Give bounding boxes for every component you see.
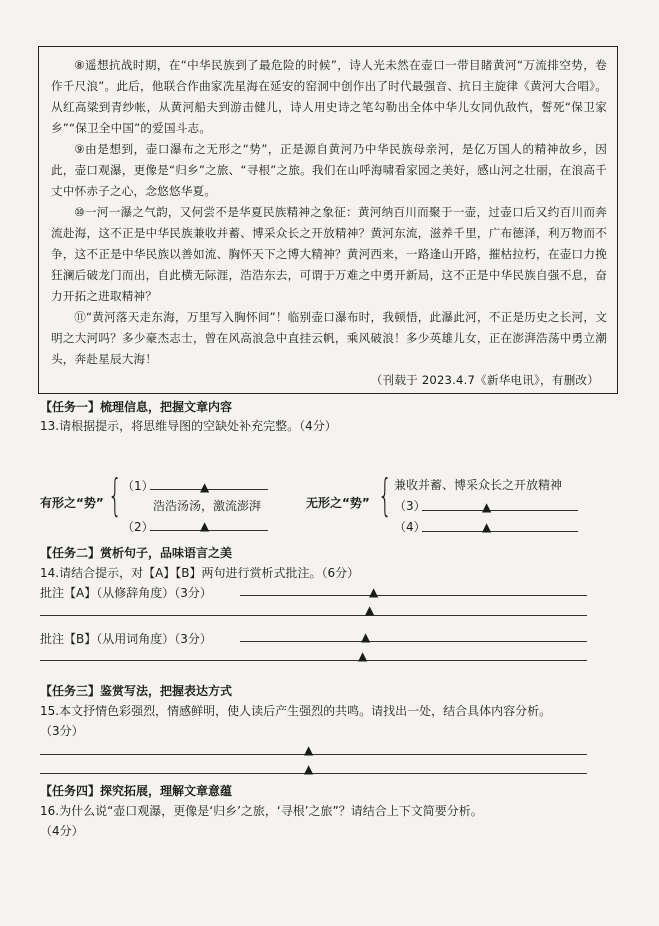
answer-line-a2[interactable] — [40, 615, 587, 616]
paragraph-9: ⑨由是想到，壶口瀑布之无形之“势”，正是源自黄河乃中华民族母亲河，是亿万国人的精神故乡，因此，壶口观瀑，更像是“归乡”之旅、“寻根”之旅。我们在山呼海啸看家园之美好，感山河之壮丽，在浪高千丈中怀赤子之心，念悠悠华夏。 — [51, 142, 607, 198]
answer-line-b2[interactable] — [40, 660, 587, 661]
note-b-label: 批注【B】（从用词角度）（3分） — [40, 632, 212, 646]
left-brace: { — [108, 470, 122, 521]
question-13: 13.请根据提示，将思维导图的空缺处补充完整。（4分） — [40, 419, 337, 433]
answer-mark-a2: ▲ — [365, 603, 375, 617]
task3-title: 【任务三】鉴赏写法，把握表达方式 — [40, 684, 233, 698]
source-credit: （刊载于 2023.4.7《新华电讯》，有删改） — [370, 373, 599, 387]
question-16-line1: 16.为什么说“壶口观瀑，更像是‘归乡’之旅，‘寻根’之旅”？请结合上下文简要分析。 — [40, 804, 483, 818]
answer-line-15a[interactable] — [40, 754, 587, 755]
answer-mark-15b: ▲ — [304, 762, 314, 776]
answer-line-b1[interactable] — [240, 641, 587, 642]
task1-title: 【任务一】梳理信息，把握文章内容 — [40, 400, 233, 414]
answer-mark-b2: ▲ — [358, 649, 368, 663]
right-label: 无形之“势” — [306, 496, 370, 510]
question-14: 14.请结合提示，对【A】【B】两句进行赏析式批注。（6分） — [40, 566, 360, 580]
answer-mark-b1: ▲ — [361, 630, 371, 644]
right-item4: （4） — [394, 520, 426, 534]
right-item3: （3） — [394, 499, 426, 513]
answer-line-3[interactable] — [422, 510, 578, 511]
task2-title: 【任务二】赏析句子，品味语言之美 — [40, 546, 233, 560]
answer-line-4[interactable] — [422, 531, 578, 532]
left-middle: 浩浩汤汤，激流澎湃 — [153, 499, 262, 513]
answer-mark-3: ▲ — [482, 500, 492, 514]
paragraph-8: ⑧遥想抗战时期，在“中华民族到了最危险的时候”，诗人光未然在壶口一带目睹黄河“万流排空势，卷作千尺浪”。此后，他联合作曲家冼星海在延安的窑洞中创作出了时代最强音、抗日主旋律《黄河大合唱》。从红高粱到青纱帐，从黄河船夫到游击健儿，诗人用史诗之笔勾勒出全体中华儿女同仇敌忾，誓死“保卫家乡”“保卫全中国”的爱国斗志。 — [51, 58, 607, 135]
task4-title: 【任务四】探究拓展，理解文章意蕴 — [40, 784, 233, 798]
answer-line-a1[interactable] — [240, 595, 587, 596]
question-15-line2: （3分） — [40, 724, 84, 738]
answer-mark-4: ▲ — [482, 520, 492, 534]
answer-mark-1: ▲ — [200, 480, 210, 494]
right-brace: { — [378, 470, 392, 521]
right-top: 兼收并蓄、博采众长之开放精神 — [394, 478, 563, 492]
left-item2: （2） — [122, 520, 154, 534]
left-item1: （1） — [122, 479, 154, 493]
left-label: 有形之“势” — [40, 496, 104, 510]
paragraph-10: ⑩一河一瀑之气韵，又何尝不是华夏民族精神之象征：黄河纳百川而聚于一壶，过壶口后又约百川而奔流赴海，这不正是中华民族兼收并蓄、博采众长之开放精神？黄河东流，滋养千里，广布德泽，利万物而不争，这不正是中华民族以善如流、胸怀天下之博大精神？黄河西来，一路逢山开路，摧枯拉朽，在壶口力挽狂澜后破龙门而出，自此横无际涯，浩浩东去，可谓于万难之中勇开新局，这不正是中华民族自强不息，奋力开拓之进取精神？ — [51, 205, 607, 303]
answer-mark-2: ▲ — [200, 519, 210, 533]
answer-line-15b[interactable] — [40, 773, 587, 774]
question-16-line2: （4分） — [40, 824, 84, 838]
note-a-label: 批注【A】（从修辞角度）（3分） — [40, 586, 212, 600]
passage-box — [38, 46, 618, 394]
paragraph-11: ⑪“黄河落天走东海，万里写入胸怀间”！临别壶口瀑布时，我顿悟，此瀑此河，不正是历史之长河，文明之大河吗？多少豪杰志士，曾在风高浪急中直挂云帆，乘风破浪！多少英雄儿女，正在澎湃浩荡中勇立潮头，奔赴星辰大海！ — [51, 310, 607, 366]
answer-mark-a1: ▲ — [369, 585, 379, 599]
answer-mark-15a: ▲ — [304, 743, 314, 757]
question-15-line1: 15.本文抒情色彩强烈，情感鲜明，使人读后产生强烈的共鸣。请找出一处，结合具体内容分析。 — [40, 704, 552, 718]
